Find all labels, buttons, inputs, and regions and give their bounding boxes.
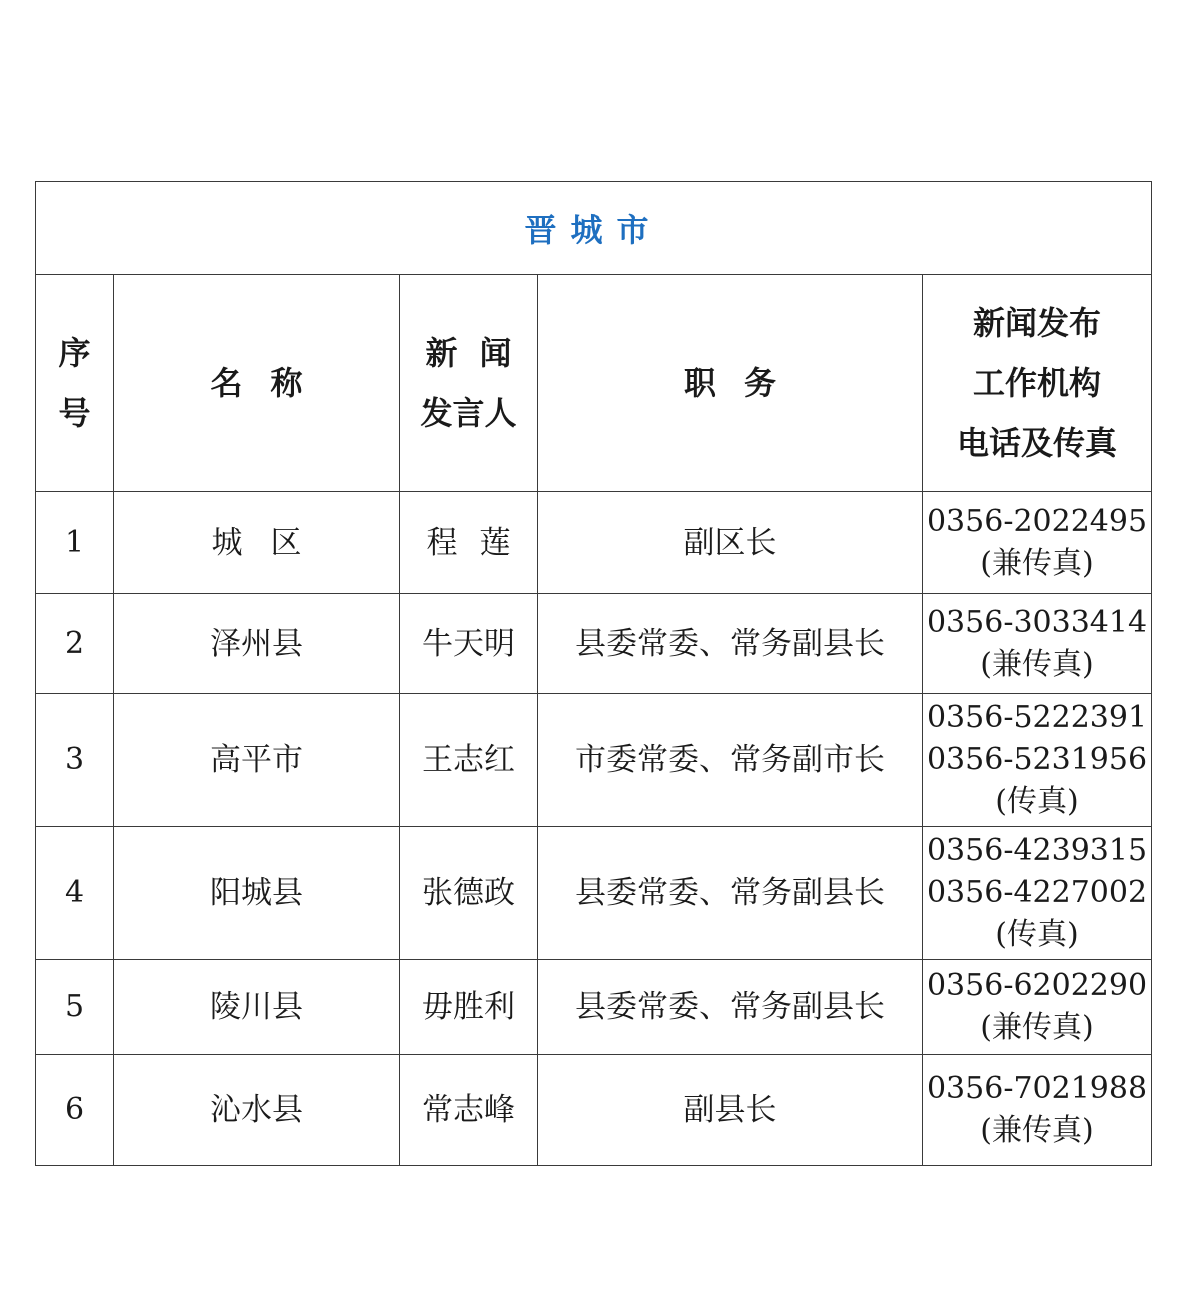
- contact-table-container: [35, 181, 1151, 1166]
- row-phone-note: (兼传真): [980, 1113, 1094, 1148]
- header-position: 职务: [538, 275, 923, 492]
- row-spokesperson: 牛天明: [400, 594, 538, 694]
- row-fax: 0356-4227002: [926, 875, 1148, 910]
- row-contact: [923, 492, 1152, 594]
- row-name: 泽州县: [114, 594, 400, 694]
- row-phone: 0356-7021988: [926, 1071, 1148, 1106]
- table-row: [36, 594, 1152, 694]
- table-row: [36, 960, 1152, 1055]
- contact-table: [35, 181, 1152, 1166]
- row-phone: 0356-4239315: [926, 833, 1148, 868]
- title-row: [36, 182, 1152, 275]
- row-spokesperson: 毋胜利: [400, 960, 538, 1055]
- row-index: 6: [36, 1055, 114, 1166]
- row-position: 县委常委、常务副县长: [538, 960, 923, 1055]
- row-contact: [923, 827, 1152, 960]
- row-name: 阳城县: [114, 827, 400, 960]
- row-phone: 0356-6202290: [926, 968, 1148, 1003]
- header-spokesperson-line-1: 新闻: [425, 334, 534, 372]
- row-phone-note: (兼传真): [980, 1010, 1094, 1045]
- row-phone-note: (兼传真): [980, 646, 1094, 682]
- row-contact: [923, 960, 1152, 1055]
- row-spokesperson: 王志红: [400, 694, 538, 827]
- row-contact: [923, 1055, 1152, 1166]
- row-spokesperson: 张德政: [400, 827, 538, 960]
- row-phone: 0356-2022495: [926, 503, 1148, 539]
- header-spokesperson-line-2: 发言人: [420, 394, 517, 432]
- row-index: 4: [36, 827, 114, 960]
- row-contact: [923, 594, 1152, 694]
- row-name: 陵川县: [114, 960, 400, 1055]
- header-contact-line-3: 电话及传真: [957, 424, 1118, 462]
- row-position: 县委常委、常务副县长: [538, 594, 923, 694]
- row-index: 3: [36, 694, 114, 827]
- table-title: 晋城市: [36, 182, 1152, 275]
- row-name: 沁水县: [114, 1055, 400, 1166]
- table-row: [36, 694, 1152, 827]
- row-contact: [923, 694, 1152, 827]
- header-index-line-1: 序: [58, 334, 91, 372]
- row-name: 高平市: [114, 694, 400, 827]
- table-row: [36, 1055, 1152, 1166]
- row-phone: 0356-5222391: [926, 700, 1148, 735]
- header-contact-line-2: 工作机构: [973, 364, 1102, 402]
- header-spokesperson: [400, 275, 538, 492]
- row-position: 副县长: [538, 1055, 923, 1166]
- row-index: 1: [36, 492, 114, 594]
- row-phone-note: (兼传真): [980, 545, 1094, 581]
- header-name: 名称: [114, 275, 400, 492]
- row-index: 5: [36, 960, 114, 1055]
- row-name: 城区: [114, 492, 400, 594]
- header-contact: [923, 275, 1152, 492]
- row-position: 县委常委、常务副县长: [538, 827, 923, 960]
- header-row: [36, 275, 1152, 492]
- header-contact-line-1: 新闻发布: [973, 304, 1102, 342]
- table-row: [36, 492, 1152, 594]
- row-spokesperson: 常志峰: [400, 1055, 538, 1166]
- table-row: [36, 827, 1152, 960]
- row-phone-note: (传真): [995, 784, 1079, 819]
- row-fax: 0356-5231956: [926, 742, 1148, 777]
- row-phone: 0356-3033414: [926, 604, 1148, 640]
- row-phone-note: (传真): [995, 917, 1079, 952]
- row-position: 市委常委、常务副市长: [538, 694, 923, 827]
- row-spokesperson: 程莲: [400, 492, 538, 594]
- row-position: 副区长: [538, 492, 923, 594]
- header-index: [36, 275, 114, 492]
- header-index-line-2: 号: [58, 394, 91, 432]
- row-index: 2: [36, 594, 114, 694]
